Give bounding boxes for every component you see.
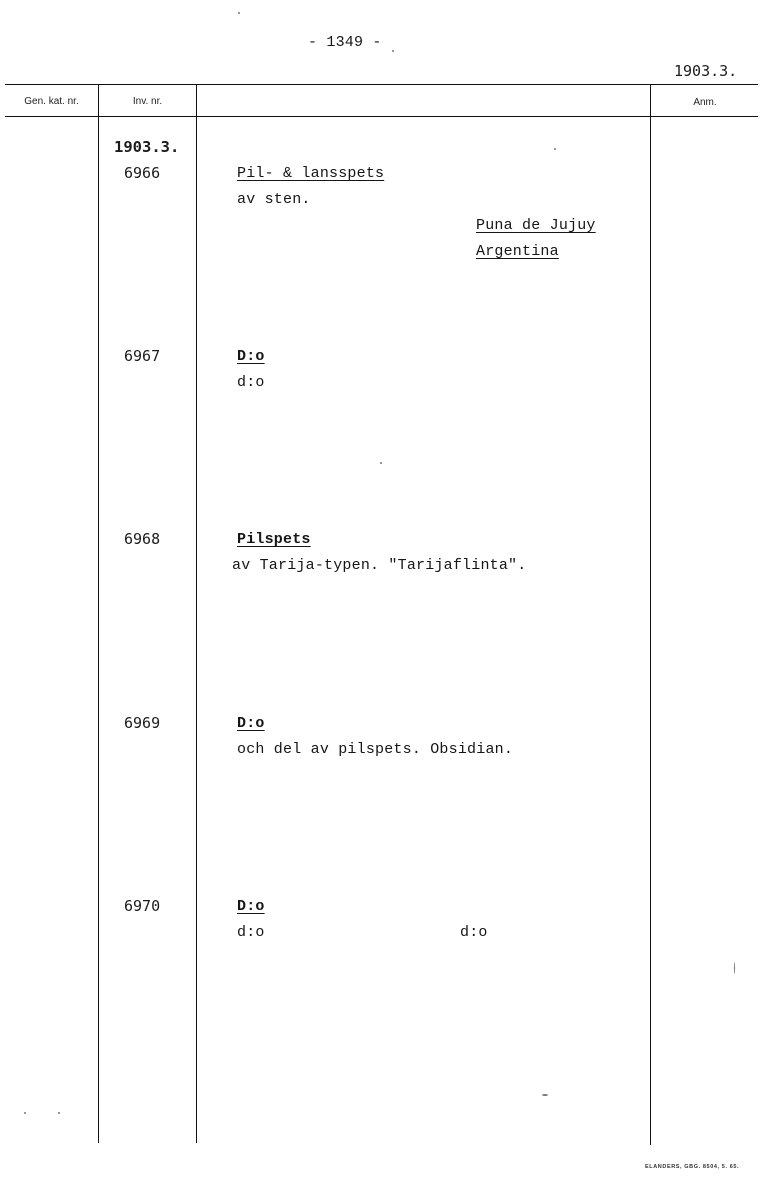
entry-description: d:o xyxy=(237,924,265,941)
entry-extra-ditto: d:o xyxy=(460,924,488,941)
entry-description: av Tarija-typen. "Tarijaflinta". xyxy=(232,557,527,574)
column-header-gen-kat-nr: Gen. kat. nr. xyxy=(24,96,79,107)
column-rule-2 xyxy=(196,84,197,1143)
section-reference: 1903.3. xyxy=(114,138,180,156)
scan-speck xyxy=(542,1094,548,1096)
entry-country: Argentina xyxy=(476,243,559,260)
printer-footer: ELANDERS, GBG. 8504, 5. 65. xyxy=(645,1164,740,1170)
entry-title: Pil- & lansspets xyxy=(237,165,385,182)
entry-description: av sten. xyxy=(237,191,311,208)
scan-speck xyxy=(734,962,735,974)
inv-number: 6966 xyxy=(124,164,161,182)
entry-title: Pilspets xyxy=(237,531,311,548)
scan-speck xyxy=(392,50,394,52)
entry-title: D:o xyxy=(237,898,265,915)
column-rule-1 xyxy=(98,84,99,1143)
entry-title: D:o xyxy=(237,348,265,365)
year-reference: 1903.3. xyxy=(674,62,738,80)
scan-speck xyxy=(24,1112,26,1114)
entry-description: och del av pilspets. Obsidian. xyxy=(237,741,514,758)
inv-number: 6969 xyxy=(124,714,161,732)
scan-speck xyxy=(238,12,240,14)
inv-number: 6968 xyxy=(124,530,161,548)
scan-speck xyxy=(380,462,382,464)
column-header-anm: Anm. xyxy=(693,97,717,108)
column-header-inv-nr: Inv. nr. xyxy=(132,96,163,107)
inv-number: 6967 xyxy=(124,347,161,365)
entry-title: D:o xyxy=(237,715,265,732)
entry-description: d:o xyxy=(237,374,265,391)
page-number: - 1349 - xyxy=(308,34,382,51)
inv-number: 6970 xyxy=(124,897,161,915)
column-rule-3 xyxy=(650,84,651,1145)
entry-place: Puna de Jujuy xyxy=(476,217,596,234)
scan-speck xyxy=(554,148,556,150)
header-bottom-rule xyxy=(5,116,758,117)
header-top-rule xyxy=(5,84,758,85)
scan-speck xyxy=(58,1112,60,1114)
